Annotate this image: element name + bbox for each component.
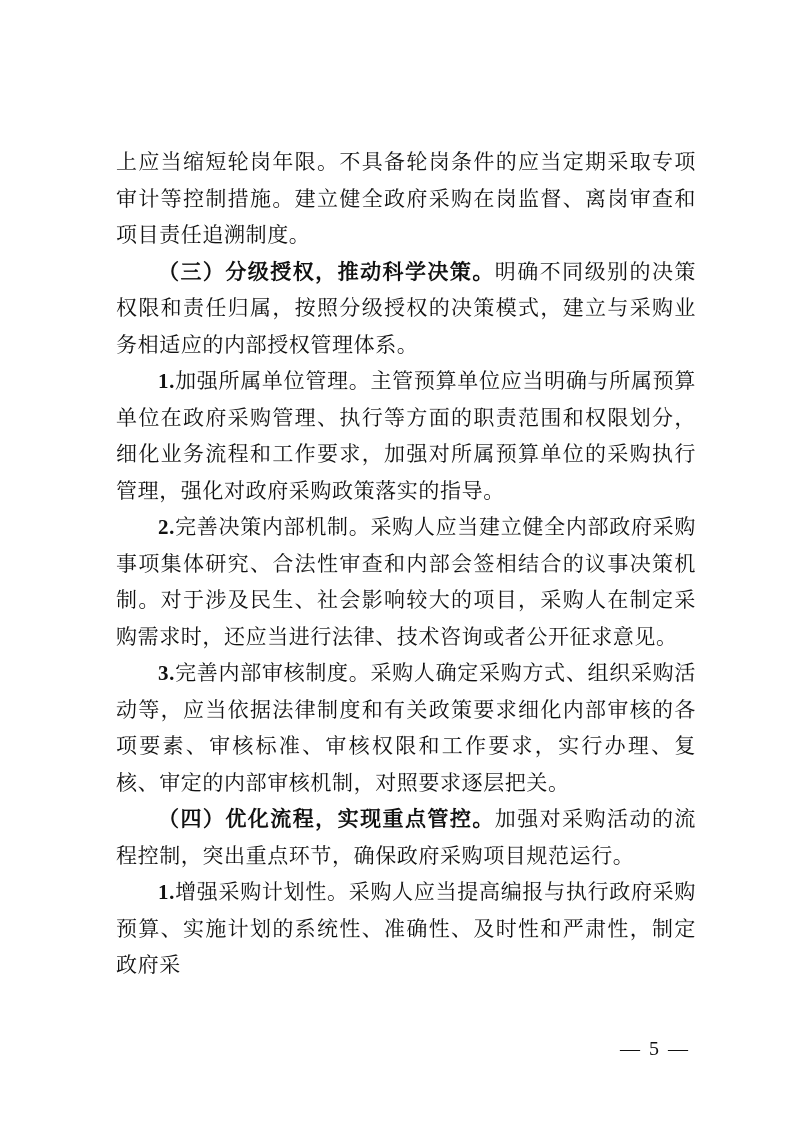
section-heading-3: （三）分级授权，推动科学决策。 [158,258,495,284]
document-body [116,144,696,984]
paragraph-1-text: 上应当缩短轮岗年限。不具备轮岗条件的应当定期采取专项审计等控制措施。建立健全政府采购在岗监督、离岗审查和项目责任追溯制度。 [116,150,696,247]
paragraph-2-text: 明确不同级别的决策权限和责任归属，按照分级授权的决策模式，建立与采购业务相适应的内部授权管理体系。 [116,259,696,357]
paragraph-5 [116,655,696,801]
paragraph-1 [116,144,696,254]
paragraph-7 [116,874,696,984]
item-number-3: 3. [158,661,175,685]
item-number-2: 2. [158,515,175,539]
item-number-1: 1. [158,369,175,393]
paragraph-7-text: 增强采购计划性。采购人应当提高编报与执行政府采购预算、实施计划的系统性、准确性、及时性和严肃性，制定政府采 [116,880,696,977]
item-number-1b: 1. [158,880,175,904]
paragraph-3-text: 加强所属单位管理。主管预算单位应当明确与所属预算单位在政府采购管理、执行等方面的职责范围和权限划分，细化业务流程和工作要求，加强对所属预算单位的采购执行管理，强化对政府采购政策落实的指导。 [116,369,696,503]
paragraph-4-text: 完善决策内部机制。采购人应当建立健全内部政府采购事项集体研究、合法性审查和内部会签相结合的议事决策机制。对于涉及民生、社会影响较大的项目，采购人在制定采购需求时，还应当进行法律、技术咨询或者公开征求意见。 [116,515,696,649]
paragraph-3 [116,363,696,509]
paragraph-2 [116,254,696,364]
paragraph-6 [116,801,696,874]
paragraph-6-text: 加强对采购活动的流程控制，突出重点环节，确保政府采购项目规范运行。 [116,807,696,868]
paragraph-5-text: 完善内部审核制度。采购人确定采购方式、组织采购活动等，应当依据法律制度和有关政策要求细化内部审核的各项要素、审核标准、审核权限和工作要求，实行办理、复核、审定的内部审核机制，对照要求逐层把关。 [116,661,696,795]
page-number: — 5 — [620,1038,690,1060]
paragraph-4 [116,509,696,655]
section-heading-4: （四）优化流程，实现重点管控。 [158,806,495,831]
